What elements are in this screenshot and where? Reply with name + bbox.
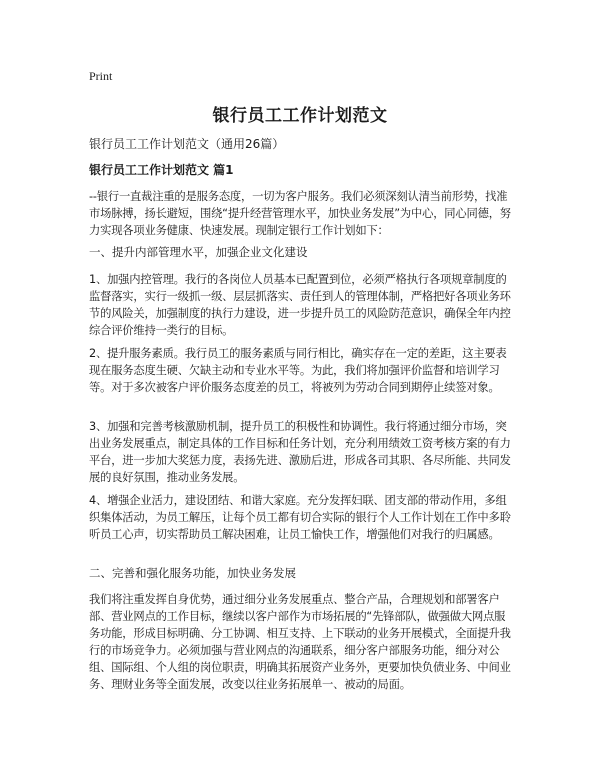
paragraph-5: 我们将注重发挥自身优势，通过细分业务发展重点、整合产品，合理规划和部署客户部、营业网点的工作目标，继续以客户部作为市场拓展的“先锋部队，做强做大网点服务功能，形成目标明确、分工协调、相互支持、上下联动的业务开展模式，全面提升我行的市场竞争力。必须加强与营业网点的沟通联系，细分客户部服务功能，细分对公组、国际组、个人组的岗位职责，明确其拓展资产业务外，更要加快负债业务、中间业务、理财业务等全面发展，改变以往业务拓展单一、被动的局面。 [89, 593, 511, 691]
section-heading-1: 一、提升内部管理水平，加强企业文化建设 [89, 245, 308, 259]
page-title: 银行员工工作计划范文 [212, 106, 388, 126]
paragraph-2: 2、提升服务素质。我行员工的服务素质与同行相比，确实存在一定的差距，这主要表现在服务态度生硬、欠缺主动和专业水平等。为此，我们将加强评价监督和培训学习等。对于多次被客户评价服务态度差的员工，将被列为劳动合同到期停止续签对象。 [89, 347, 507, 394]
paragraph-4: 4、增强企业活力，建设团结、和谐大家庭。充分发挥妇联、团支部的带动作用，多组织集体活动，为员工解压，让每个员工都有切合实际的银行个人工作计划在工作中多聆听员工心声，切实帮助员工解决困难，让员工愉快工作，增强他们对我行的归属感。 [89, 494, 511, 541]
print-link[interactable]: Print [89, 69, 113, 83]
intro-paragraph: --银行一直裁注重的是服务态度，一切为客户服务。我们必须深刻认清当前形势，找准市场脉搏，扬长避短，围绕“提升经营管理水平，加快业务发展”为中心，同心同德，努力实现各项业务健康、快速发展。现制定银行工作计划如下： [89, 190, 511, 237]
document-subtitle: 银行员工工作计划范文（通用26篇） [89, 137, 285, 151]
section-heading-2: 二、完善和强化服务功能，加快业务发展 [89, 566, 296, 580]
paragraph-1: 1、加强内控管理。我行的各岗位人员基本已配置到位，必须严格执行各项规章制度的监督落实，实行一级抓一级、层层抓落实、责任到人的管理体制，严格把好各项业务环节的风险关，加强制度的执行力建设，进一步提升员工的风险防范意识，确保全年内控综合评价维持一类行的目标。 [89, 273, 511, 337]
paragraph-3: 3、加强和完善考核激励机制，提升员工的积极性和协调性。我行将通过细分市场，突出业务发展重点，制定具体的工作目标和任务计划，充分利用绩效工资考核方案的有力平台，进一步加大奖惩力度，表扬先进、激励后进，形成各司其职、各尽所能、共同发展的良好氛围，推动业务发展。 [89, 420, 511, 484]
section-title: 银行员工工作计划范文 篇1 [89, 163, 234, 177]
